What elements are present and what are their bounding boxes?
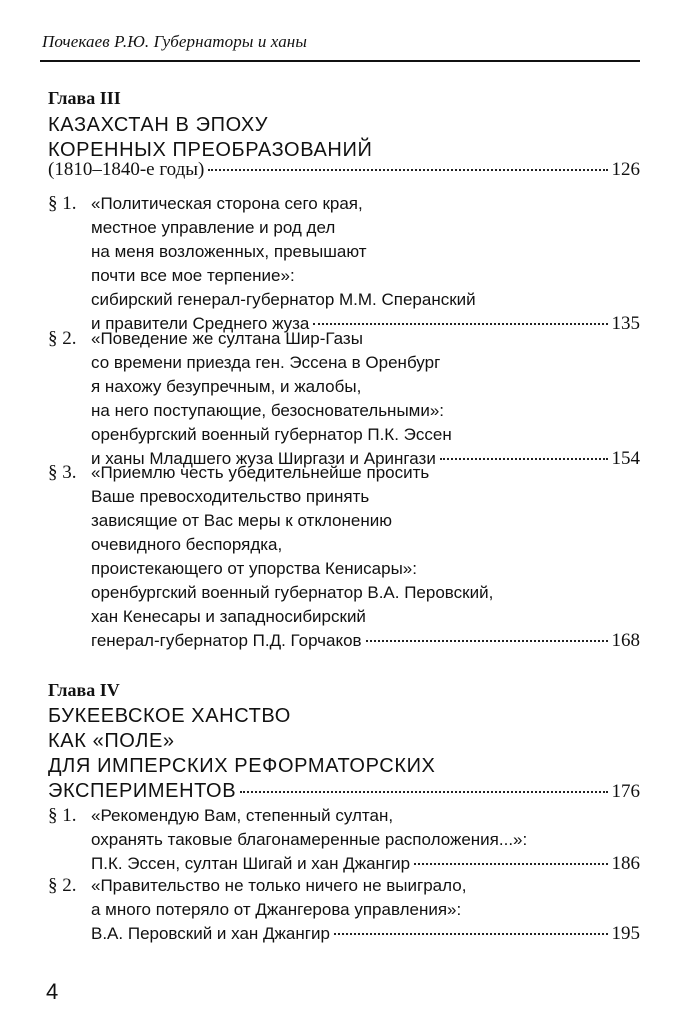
section-title-line: хан Кенесары и западносибирский <box>91 607 366 626</box>
section-title-line: а много потеряло от Джангерова управления»: <box>91 900 462 919</box>
chapter-title-line: КАЗАХСТАН В ЭПОХУ <box>48 114 269 136</box>
page-folio: 4 <box>46 979 59 1004</box>
chapter-label: Глава III <box>48 88 121 108</box>
chapter-title-line: ДЛЯ ИМПЕРСКИХ РЕФОРМАТОРСКИХ <box>48 755 436 777</box>
section-number: § 2. <box>48 328 77 349</box>
chapter-subtitle: (1810–1840-е годы) <box>48 159 205 180</box>
header-rule <box>40 60 640 62</box>
page-number: 176 <box>611 781 640 802</box>
dot-leader <box>313 323 607 325</box>
section-title-line: и ханы Младшего жуза Ширгази и Арингази <box>91 449 436 468</box>
dot-leader <box>366 640 608 642</box>
dot-leader <box>208 169 607 171</box>
section-title-line: «Приемлю честь убедительнейше просить <box>91 463 430 482</box>
section-title-line: на него поступающие, безосновательными»: <box>91 401 445 420</box>
chapter-title-line: ЭКСПЕРИМЕНТОВ <box>48 780 237 802</box>
toc-entry-section[interactable] <box>48 874 640 946</box>
section-title-line: со времени приезда ген. Эссена в Оренбург <box>91 353 441 372</box>
chapter-title-line: КАК «ПОЛЕ» <box>48 730 175 752</box>
section-title-line: я нахожу безупречным, и жалобы, <box>91 377 362 396</box>
chapter-label: Глава IV <box>48 680 120 700</box>
section-title-line: зависящие от Вас меры к отклонению <box>91 511 392 530</box>
toc-entry-section[interactable] <box>48 192 640 336</box>
page-number: 168 <box>611 630 640 651</box>
section-number: § 1. <box>48 805 77 826</box>
chapter-title <box>48 113 640 163</box>
section-title-line: оренбургский военный губернатор В.А. Перовский, <box>91 583 494 602</box>
section-title-line: местное управление и род дел <box>91 218 336 237</box>
dot-leader <box>440 458 608 460</box>
section-number: § 3. <box>48 462 77 483</box>
page-number: 154 <box>611 448 640 469</box>
section-title-line: В.А. Перовский и хан Джангир <box>91 924 330 943</box>
section-title-line: генерал-губернатор П.Д. Горчаков <box>91 631 362 650</box>
toc-entry-section[interactable] <box>48 327 640 471</box>
chapter-title-line: КОРЕННЫХ ПРЕОБРАЗОВАНИЙ <box>48 139 373 161</box>
toc-entry-section[interactable] <box>48 804 640 876</box>
section-title-line: очевидного беспорядка, <box>91 535 283 554</box>
section-title-line: Ваше превосходительство принять <box>91 487 370 506</box>
section-title-line: «Правительство не только ничего не выиграло, <box>91 876 467 895</box>
chapter-title-line: БУКЕЕВСКОЕ ХАНСТВО <box>48 705 291 727</box>
running-head: Почекаев Р.Ю. Губернаторы и ханы <box>42 32 307 51</box>
section-title-line: «Поведение же султана Шир-Газы <box>91 329 363 348</box>
toc-entry-section[interactable] <box>48 461 640 653</box>
section-title-line: П.К. Эссен, султан Шигай и хан Джангир <box>91 854 411 873</box>
page-number: 195 <box>611 923 640 944</box>
page-number: 126 <box>611 159 640 180</box>
section-title-line: на меня возложенных, превышают <box>91 242 367 261</box>
page-number: 186 <box>611 853 640 874</box>
section-title-line: «Политическая сторона сего края, <box>91 194 363 213</box>
page-number: 135 <box>611 313 640 334</box>
section-title-line: «Рекомендую Вам, степенный султан, <box>91 806 394 825</box>
section-number: § 2. <box>48 875 77 896</box>
section-number: § 1. <box>48 193 77 214</box>
dot-leader <box>414 863 607 865</box>
section-title-line: почти все мое терпение»: <box>91 266 295 285</box>
section-title-line: охранять таковые благонамеренные расположения...»: <box>91 830 528 849</box>
dot-leader <box>240 791 607 793</box>
dot-leader <box>334 933 608 935</box>
toc-entry-chapter[interactable] <box>48 158 640 182</box>
section-title-line: и правители Среднего жуза <box>91 314 310 333</box>
section-title-line: оренбургский военный губернатор П.К. Эссен <box>91 425 452 444</box>
toc-entry-chapter[interactable] <box>48 704 640 804</box>
section-title-line: сибирский генерал-губернатор М.М. Сперанский <box>91 290 476 309</box>
section-title-line: проистекающего от упорства Кенисары»: <box>91 559 417 578</box>
